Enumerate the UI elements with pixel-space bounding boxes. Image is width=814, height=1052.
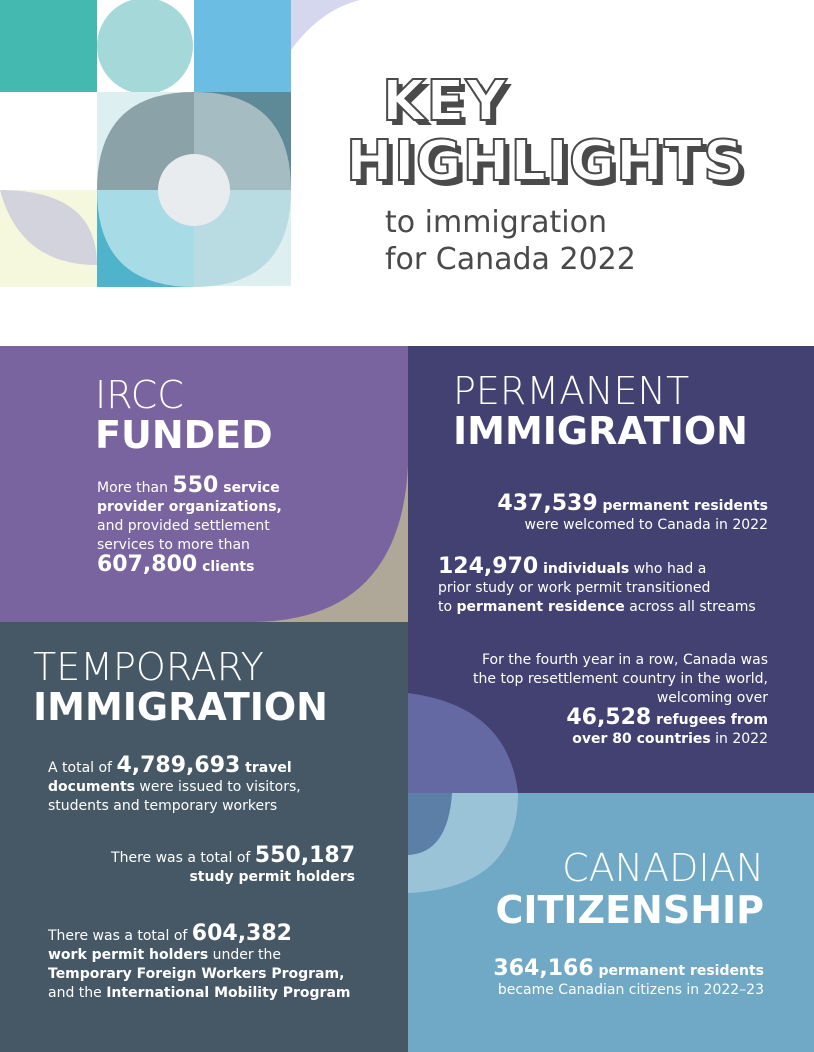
ircc-line-1: More than 550 service: [97, 473, 280, 498]
subtitle-line-2: for Canada 2022: [385, 242, 636, 277]
permanent-immigration-panel: [408, 346, 814, 793]
lavender-corner: [291, 0, 360, 50]
subtitle-line-1: to immigration: [385, 205, 607, 240]
title-highlights: HIGHLIGHTS: [346, 129, 745, 194]
temporary-stat-1: A total of 4,789,693 travel documents were issued to visitors, students and temporary workers: [48, 753, 301, 814]
permanent-stat-2: 124,970 individuals who had a prior study or work permit transitioned to permanent residence across all streams: [438, 554, 756, 615]
permanent-title-bold: IMMIGRATION: [453, 409, 748, 453]
citizenship-stat-1: 364,166 permanent residents became Canadian citizens in 2022–23: [493, 956, 764, 998]
header: [0, 0, 814, 346]
temporary-stat-3: There was a total of 604,382 work permit holders under the Temporary Foreign Workers Program, and the International Mobility Program: [48, 921, 351, 1001]
light-teal-circle: [97, 0, 193, 94]
permanent-stat-1: 437,539 permanent residents were welcomed to Canada in 2022: [497, 491, 768, 533]
permanent-stat-3: For the fourth year in a row, Canada was the top resettlement country in the world, welcoming over 46,528 refugees from over 80 countries in 2022: [473, 652, 768, 747]
ircc-line-3: and provided settlement: [97, 518, 270, 534]
blue-square: [194, 0, 291, 92]
permanent-title-light: PERMANENT: [453, 369, 690, 413]
center-circle: [158, 154, 230, 226]
citizenship-title-bold: CITIZENSHIP: [495, 888, 764, 932]
temporary-stat-2: There was a total of 550,187 study permit holders: [111, 843, 355, 885]
ircc-line-5: 607,800 clients: [97, 552, 255, 577]
teal-square: [0, 0, 97, 92]
temporary-immigration-panel: [0, 622, 408, 1052]
title-key: KEY: [382, 69, 508, 134]
citizenship-title-light: CANADIAN: [562, 846, 764, 890]
temporary-title-bold: IMMIGRATION: [33, 685, 328, 729]
ircc-title-bold: FUNDED: [95, 413, 273, 457]
ircc-funded-panel: [0, 346, 408, 622]
ircc-stats: [97, 473, 282, 577]
ircc-line-4: services to more than: [97, 537, 250, 553]
canadian-citizenship-panel: [408, 793, 814, 1052]
ircc-line-2: provider organizations,: [97, 499, 282, 515]
ircc-title-light: IRCC: [95, 373, 184, 417]
temporary-title-light: TEMPORARY: [33, 645, 264, 689]
